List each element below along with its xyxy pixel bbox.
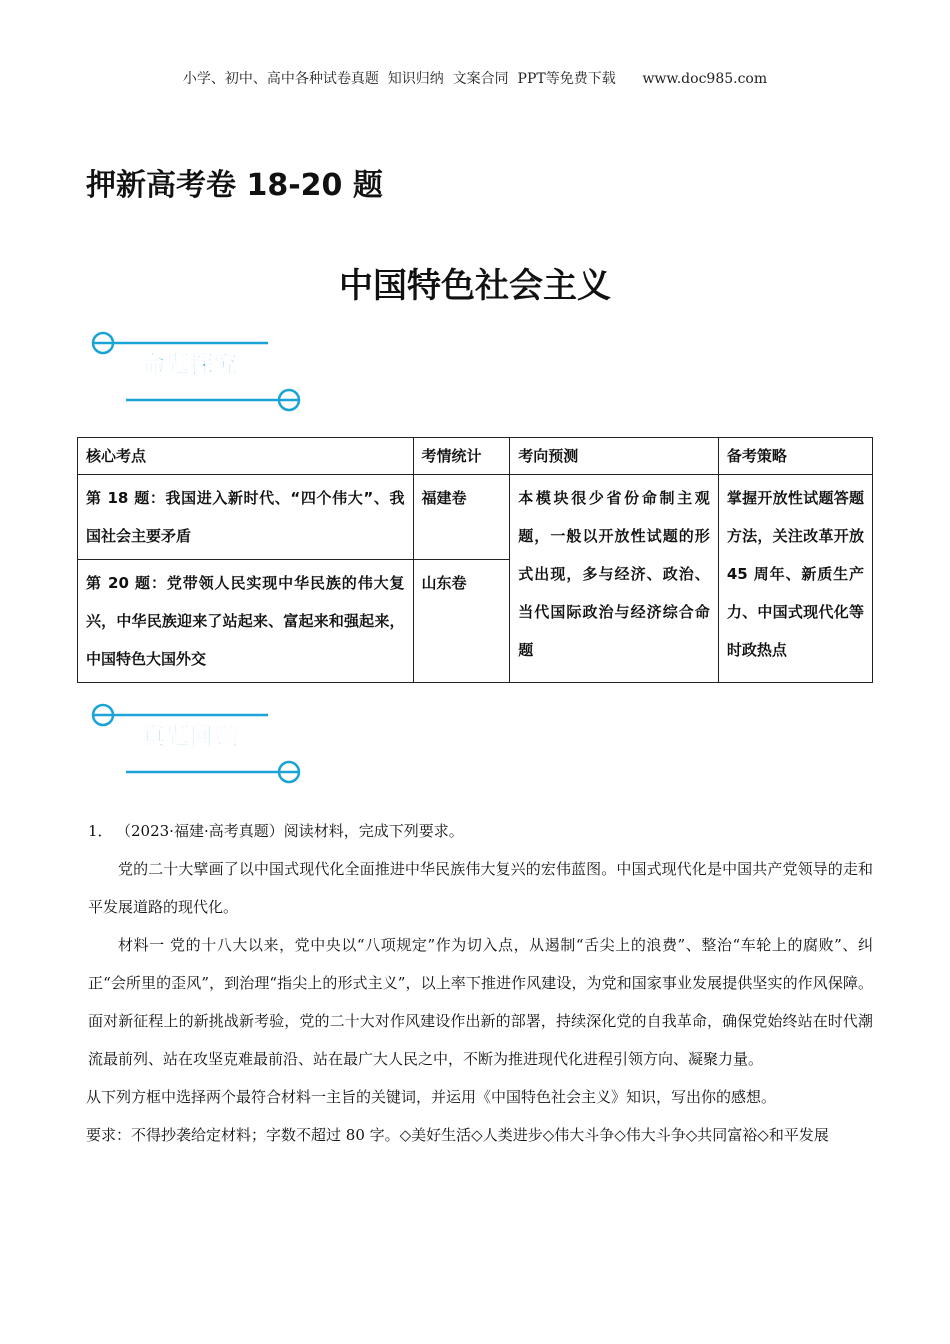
- table-row: [78, 475, 873, 560]
- section-label-review: 真题回顾: [142, 724, 238, 750]
- table-header-topic: 核心考点: [78, 438, 414, 475]
- question-heading: [88, 812, 873, 850]
- table-header-strategy: 备考策略: [718, 438, 872, 475]
- question-block: [88, 812, 873, 1154]
- table-header-forecast: 考向预测: [510, 438, 719, 475]
- table-cell-topic: 第 18 题：我国进入新时代、“四个伟大”、我国社会主要矛盾: [78, 475, 414, 560]
- exam-analysis-table: [77, 437, 873, 683]
- question-number: 1．: [88, 822, 113, 840]
- question-source: （2023·福建·高考真题）阅读材料，完成下列要求。: [116, 822, 464, 840]
- question-requirement: 要求：不得抄袭给定材料；字数不超过 80 字。◇美好生活◇人类进步◇伟大斗争◇伟大斗争◇共同富裕◇和平发展: [86, 1126, 829, 1144]
- table-cell-forecast: 本模块很少省份命制主观题，一般以开放性试题的形式出现，多与经济、政治、当代国际政治与经济综合命题: [510, 475, 719, 683]
- table-header-row: [78, 438, 873, 475]
- question-material: 材料一 党的十八大以来，党中央以“八项规定”作为切入点，从遏制“舌尖上的浪费”、整治“车轮上的腐败”、纠正“会所里的歪风”，到治理“指尖上的形式主义”，以上率下推进作风建设，为党和国家事业发展提供坚实的作风保障。面对新征程上的新挑战新考验，党的二十大对作风建设作出新的部署，持续深化党的自我革命，确保党始终站在时代潮流最前列、站在攻坚克难最前沿、站在最广大人民之中，不断为推进现代化进程引领方向、凝聚力量。: [88, 936, 873, 1068]
- table-cell-topic: 第 20 题：党带领人民实现中华民族的伟大复兴，中华民族迎来了站起来、富起来和强起来，中国特色大国外交: [78, 560, 414, 683]
- section-banner-explore: [90, 328, 305, 413]
- section-banner-review: [90, 700, 305, 785]
- table-cell-stat: 山东卷: [413, 560, 510, 683]
- page-header: 小学、初中、高中各种试卷真题 知识归纳 文案合同 PPT等免费下载 www.doc985.com: [182, 71, 768, 87]
- table-cell-stat: 福建卷: [413, 475, 510, 560]
- table-cell-strategy: 掌握开放性试题答题方法，关注改革开放 45 周年、新质生产力、中国式现代化等时政热点: [718, 475, 872, 683]
- question-instruction: 从下列方框中选择两个最符合材料一主旨的关键词，并运用《中国特色社会主义》知识，写出你的感想。: [86, 1088, 777, 1106]
- page-subtitle: 中国特色社会主义: [339, 266, 611, 306]
- section-label-explore: 命题探究: [142, 352, 238, 378]
- question-paragraph: 党的二十大擘画了以中国式现代化全面推进中华民族伟大复兴的宏伟蓝图。中国式现代化是中国共产党领导的走和平发展道路的现代化。: [88, 860, 873, 916]
- table-header-stat: 考情统计: [413, 438, 510, 475]
- page-title: 押新高考卷 18-20 题: [86, 168, 383, 203]
